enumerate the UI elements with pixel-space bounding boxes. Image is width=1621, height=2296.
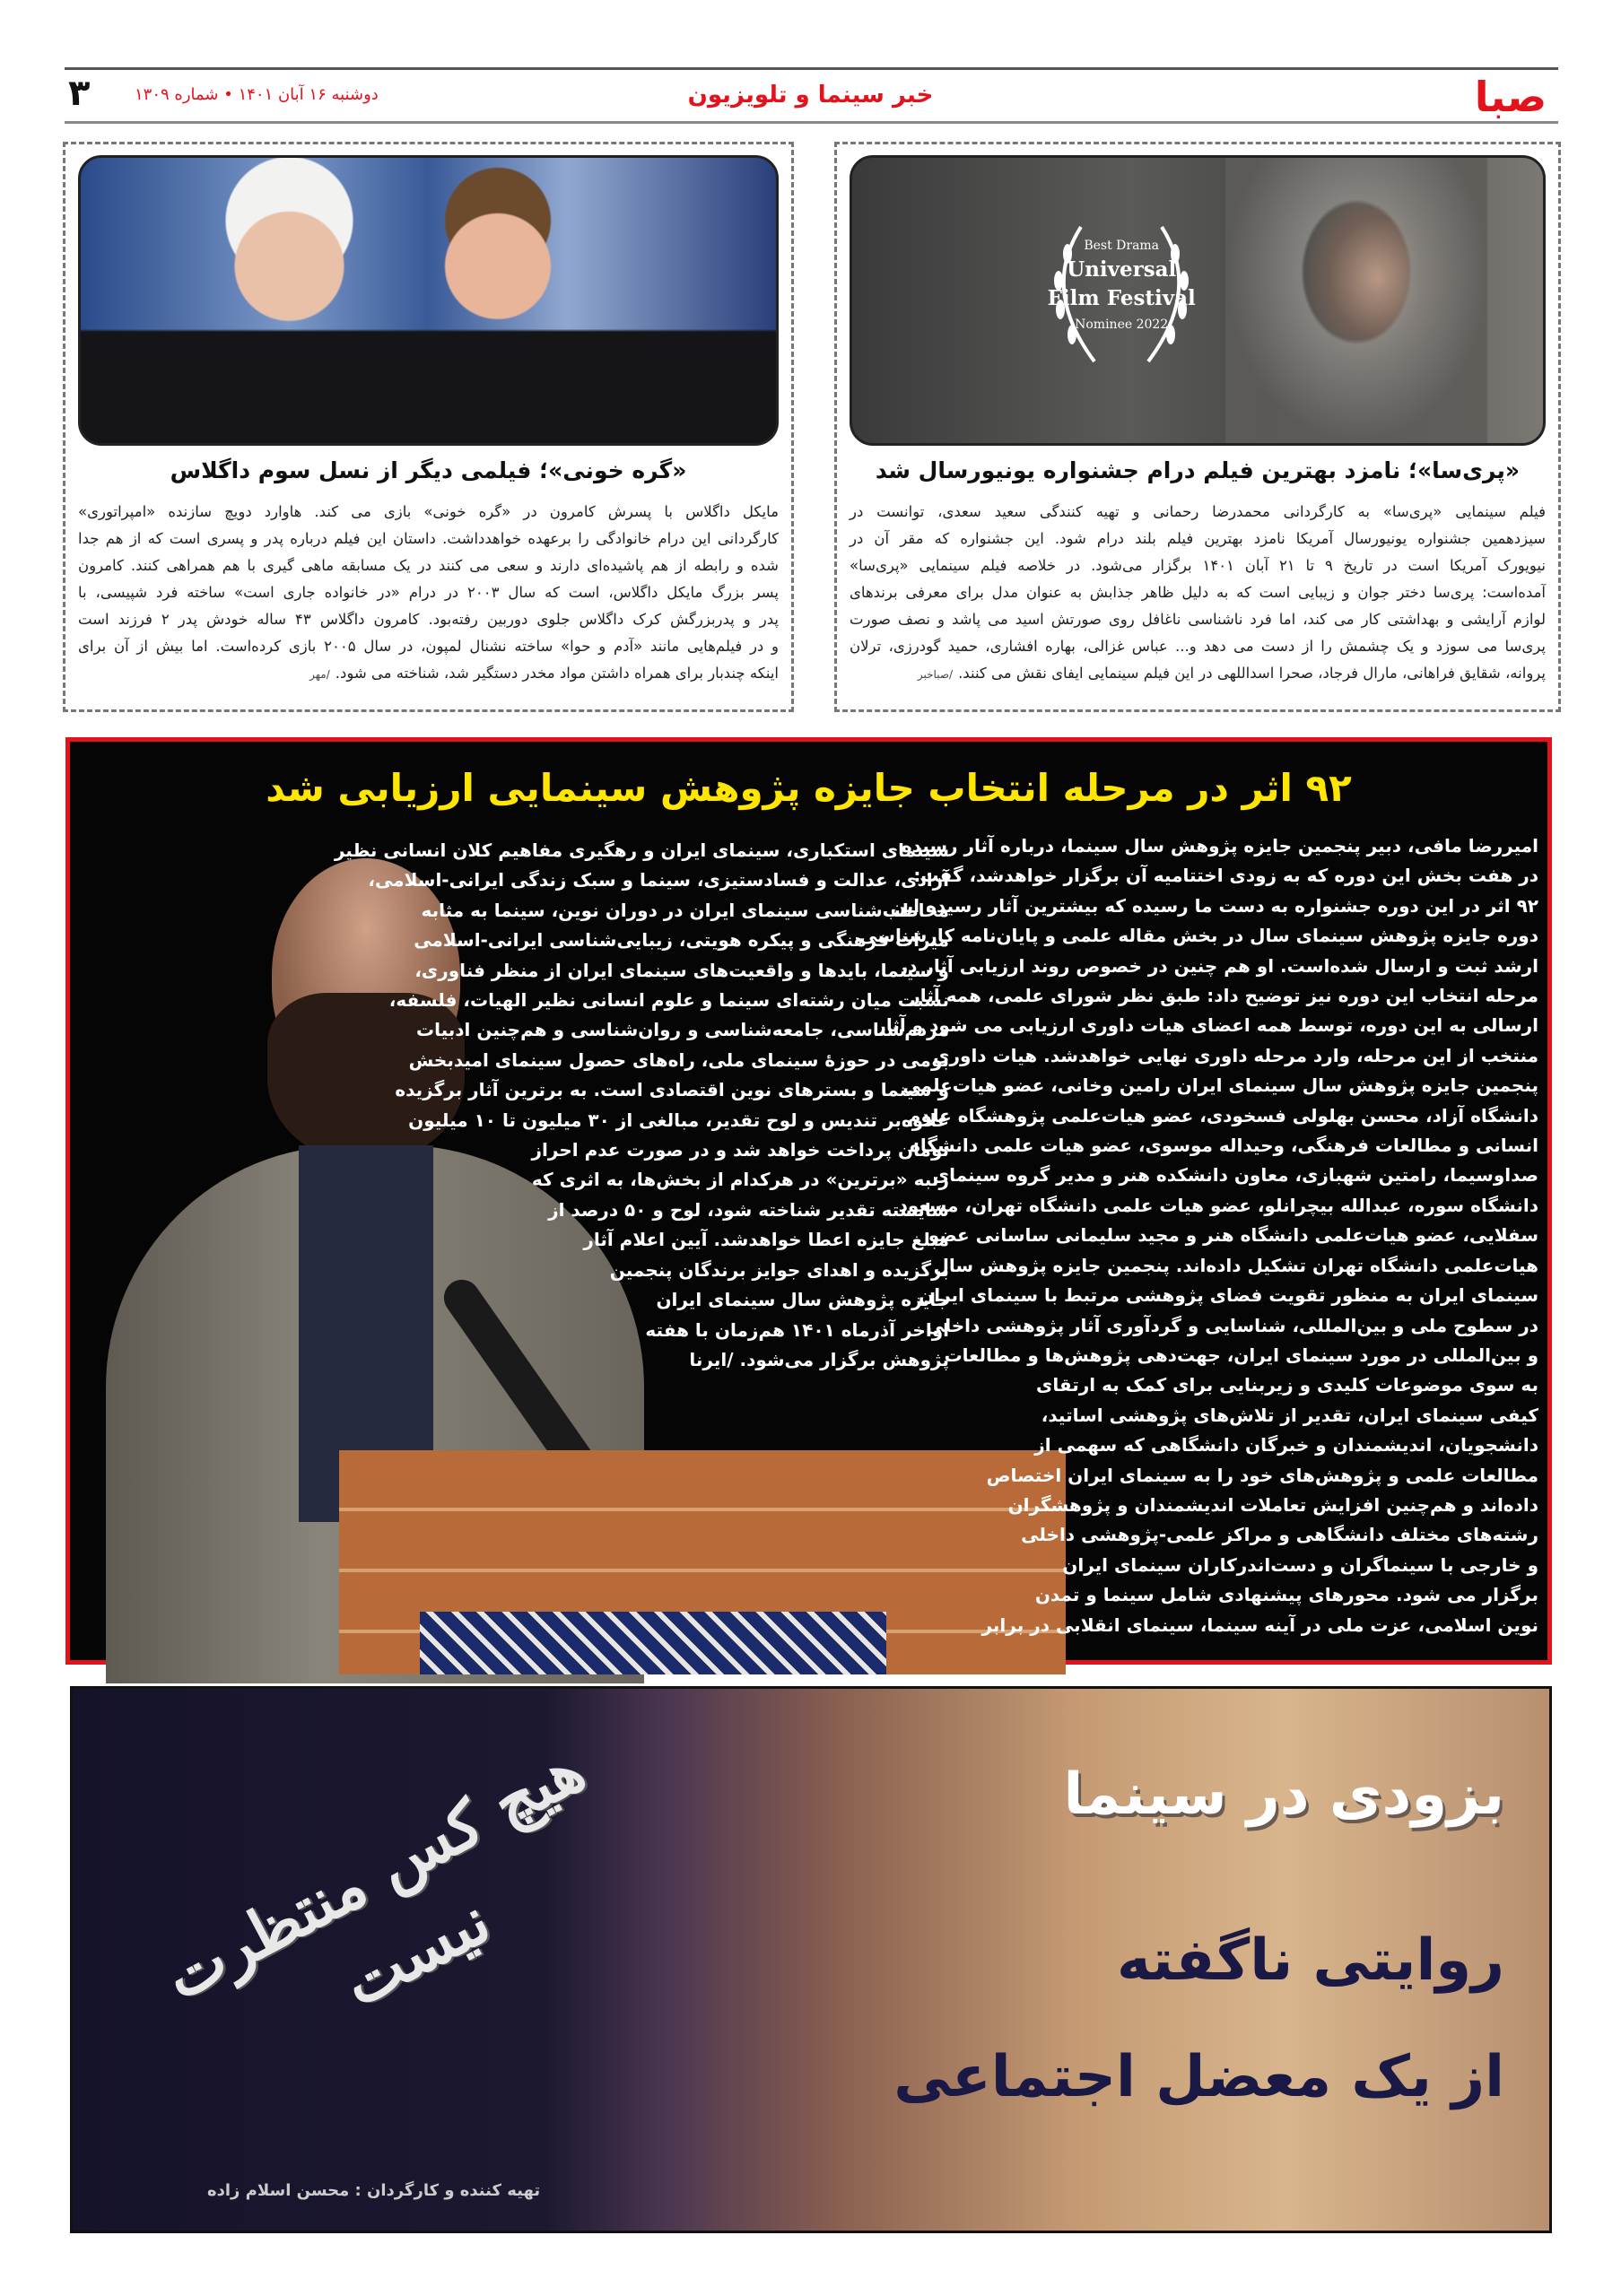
text-line [964,1580,1538,1610]
text-line-content: و بین‌المللی در مورد سینمای ایران، جهت‌دهی پژوهش‌ها و مطالعات [944,1344,1538,1366]
text-line-content: مایکل داگلاس با پسرش کامرون در «گره خونی» بازی می کند. هاوارد دویچ سازنده «امپراتوری» [78,503,779,520]
text-line [901,831,1538,861]
text-line [876,1011,1538,1040]
text-line-content: میراث فرهنگی و پیکره هویتی، زیبایی‌شناسی ایرانی-اسلامی [414,929,949,952]
text-line [78,633,779,660]
article-right-column [859,831,1538,1640]
text-line [388,1345,949,1375]
text-line-content: فیلم سینمایی «پری‌سا» به کارگردانی محمدرضا رحمانی و تهیه کنندگی سعید سعدی، توانست در [850,503,1546,520]
text-line-content: مردم‌شناسی، جامعه‌شناسی و روان‌شناسی و هم‌چنین ادبیات [415,1019,949,1041]
text-line-content: شده و رابطه از هم پاشیده‌ای دارند و سعی می کنند در یک مسابقه ماهی گیری با هم همراهی کنند. کامرون [78,557,779,574]
text-line [964,1611,1538,1640]
page-number: ۳ [68,73,91,114]
text-line-content: سینمای ایران به منظور تقویت فضای پژوهشی مرتبط با سینمای ایران [919,1284,1538,1307]
text-line [388,1015,949,1045]
text-line [388,1165,949,1195]
laurel-nominee: Nominee 2022 [1075,317,1169,333]
text-line [944,1341,1538,1370]
text-line-content: علاوه‌بر تندیس و لوح تقدیر، مبالغی از ۳۰ میلیون تا ۱۰ میلیون [408,1109,949,1131]
text-line [368,865,949,895]
text-line-content: سفلایی، عضو هیات‌علمی دانشگاه هنر و مجید سلیمانی ساسانی عضو [928,1224,1538,1247]
text-line-content: دوره جایزه پژوهش سینمای سال در بخش مقاله علمی و پایان‌نامه کارشناسی [859,925,1538,947]
text-line-content: انسانی و مطالعات فرهنگی، وحیداله موسوی، عضو هیات علمی دانشگاه [910,1135,1538,1157]
feature-article [65,737,1552,1665]
section-title: خبر سینما و تلویزیون [687,82,934,109]
text-line [388,1316,949,1345]
text-line [932,1161,1538,1190]
text-line-content: نیویورک آمریکا است در تاریخ ۹ تا ۲۱ آبان ۱۴۰۱ برگزار می‌شود. در خلاصه فیلم سینمایی «پری‌سا» [850,557,1546,574]
text-line-content: در هفت بخش این دوره که به زودی اختتامیه آن برگزار خواهدشد، گفت: [913,865,1538,887]
text-line-content: اواخر آذرماه ۱۴۰۱ هم‌زمان با هفته [645,1318,949,1341]
text-line-content: منتخب از این مرحله، وارد مرحله داوری نهایی خواهدشد. هیات داوری [933,1044,1538,1066]
laurel-festival-1: Universal [1067,257,1177,283]
text-line-content: دانشجویان، اندیشمندان و خبرگان دانشگاهی که سهمی از [1034,1434,1538,1457]
text-line-content: به سوی موضوعات کلیدی و زیربنایی برای کمک به ارتقای [1036,1374,1538,1396]
text-line [964,1370,1538,1400]
text-line-content: پنجمین جایزه پژوهش سال سینمای ایران رامین وخانی، عضو هیات‌علمی [902,1074,1538,1097]
text-line-content: برگزار می شود. محورهای پیشنهادی شامل سینما و تمدن [1034,1584,1538,1606]
text-line-content: بومی در حوزهٔ سینمای ملی، راه‌های حصول سینمای امیدبخش [408,1048,949,1071]
text-line [890,891,1538,921]
text-line-content: مرحله انتخاب این دوره نیز توضیح داد: طبق نظر شورای علمی، همه آثار [910,985,1538,1007]
story-parisa [834,142,1561,712]
text-line-content: و در فیلم‌هایی مانند «آدم و حوا» ساخته نشنال لمپون، در سال ۲۰۰۵ بازی کرده‌است. اما بیش از آن برای [78,638,780,655]
text-line-content: ارسالی به این دوره، توسط همه اعضای هیات داوری ارزیابی می شود و آثار [876,1014,1538,1037]
date-issue: دوشنبه ۱۶ آبان ۱۴۰۱ • شماره ۱۳۰۹ [135,85,379,104]
text-line [913,861,1538,891]
text-line [388,1135,949,1165]
podium-tile-pattern [420,1612,886,1674]
text-line [933,1041,1538,1071]
film-title-calligraphy: هیچ کس منتظرت نیست [152,1731,597,2022]
text-line [388,1046,949,1075]
text-line [78,526,779,552]
text-line-content: و خارجی با سینماگران و دست‌اندرکاران سینمای ایران [1062,1553,1538,1576]
story-body [78,499,779,688]
text-line [78,499,779,526]
coming-soon-text: بزودی در سینما [1063,1761,1504,1828]
text-line [388,1225,949,1255]
text-line-content: در سطوح ملی و بین‌المللی، شناسایی و گردآوری آثار پژوهشی داخلی [926,1314,1538,1336]
text-line-content: کارگردانی این درام خانوادگی را برعهده خواهدداشت. داستان این فیلم درباره پدر و پسری است که از هم جدا [78,530,779,547]
text-line-content: رشته‌های مختلف دانشگاهی و مراکز علمی-پژوهشی داخلی [1021,1524,1538,1546]
text-line-content: داده‌اند و هم‌چنین افزایش تعاملات اندیشمندان و پژوهشگران [1007,1493,1538,1516]
newspaper-logo: صبا [1474,73,1547,121]
text-line-content: برگزیده و اهدای جوایز برندگان پنجمین [609,1258,949,1281]
text-line [388,1106,949,1135]
text-line [78,579,779,606]
story-headline: «گره خونی»؛ فیلمی دیگر از نسل سوم داگلاس [170,457,687,483]
text-line-content: آزادی، عدالت و فسادستیزی، سینما و سبک زندگی ایرانی-اسلامی، [368,869,949,891]
text-line-content: صداوسیما، رامتین شهبازی، معاون دانشکده هنر و مدیر گروه سینمای [932,1164,1538,1187]
laurel-category: Best Drama [1084,239,1160,254]
text-line [964,1551,1538,1580]
text-line-content: سینمای استکباری، سینمای ایران و رهگیری مفاهیم کلان انسانی نظیر [334,839,949,861]
text-line [964,1461,1538,1491]
laurel-badge [1032,209,1211,379]
text-line [850,606,1546,633]
story-headline: «پری‌سا»؛ نامزد بهترین فیلم درام جشنواره یونیورسال شد [875,457,1521,483]
text-line-content: جایزه پژوهش سال سینمای ایران [656,1289,949,1311]
text-line-content: آمده‌است: پری‌سا دختر جوان و زیبایی است که به دلیل ظاهر جذابش به عنوان مدل برای معرفی برندهای [850,584,1546,601]
header-bottom-rule [65,121,1558,124]
laurel-festival-2: Film Festival [1047,286,1196,311]
text-line [388,986,949,1015]
text-line-content: کیفی سینمای ایران، تقدیر از تلاش‌های پژوهشی اساتید، [1041,1404,1538,1426]
header-top-rule [65,67,1558,70]
text-line [78,552,779,579]
text-line [907,1101,1538,1131]
text-line [933,1251,1538,1281]
text-line [910,981,1538,1011]
tagline-1: روایتی ناگفته [1116,1927,1504,1994]
text-line [334,836,949,865]
text-line [928,1221,1538,1250]
text-line-content: ارشد ثبت و ارسال شده‌است. او هم چنین در خصوص روند ارزیابی آثار در [897,954,1538,977]
text-line [897,952,1538,981]
text-line-content: تومان پرداخت خواهد شد و در صورت عدم احراز [531,1139,949,1161]
text-line [964,1491,1538,1520]
text-line [78,606,779,633]
text-line [388,1256,949,1285]
text-line [388,926,949,955]
story-blood-knot [63,142,794,712]
text-line-content: نوین اسلامی، عزت ملی در آینه سینما، سینمای انقلابی در برابر [981,1613,1538,1636]
article-headline: ۹۲ اثر در مرحله انتخاب جایزه پژوهش سینمایی ارزیابی شد [266,766,1352,810]
text-line-content: پژوهش برگزار می‌شود. /ایرنا [689,1348,949,1370]
text-line-content: رتبه «برترین» در هرکدام از بخش‌ها، به اثری که [531,1169,949,1191]
text-line-content: سیزدهمین جشنواره یونیورسال آمریکا نامزد بهترین فیلم بلند درام شود. این جشنواره که مقر آن در [850,530,1546,547]
news-source: /صباخبر [917,668,954,681]
text-line [902,1071,1538,1100]
text-line-content: پدر و پدربزرگش کرک داگلاس جلوی دوربین رفته‌بود. کامرون داگلاس ۴۳ ساله خودش پدر ۲ فرزند است [78,611,779,628]
text-line-content: پری‌سا می سوزد و یک چشمش را از دست می دهد و... عباس غزالی، بهاره افشاری، حمید گودرزی، ترلان [850,638,1546,655]
headscarf-shape [1225,158,1488,443]
text-line [850,660,1546,688]
text-line-content: شایسته تقدیر شناخته شود، لوح و ۵۰ درصد از [548,1198,949,1221]
text-line [910,1131,1538,1161]
text-line [850,579,1546,606]
film-still-photo [850,155,1546,446]
text-line [850,526,1546,552]
text-line [388,1285,949,1315]
text-line-content: لوازم آرایشی و بهداشتی کار می کند، اما فرد ناشناسی ناغافل روی صورتش اسید می پاشد و نصف صورت [850,611,1546,628]
film-advertisement [70,1686,1552,2233]
text-line-content: ۹۲ اثر در این دوره جشنواره به دست ما رسیده که بیشترین آثار رسیده این [890,894,1538,917]
text-line [388,1196,949,1225]
text-line-content: امیررضا مافی، دبیر پنجمین جایزه پژوهش سال سینما، درباره آثار رسیده [901,835,1538,857]
text-line [964,1401,1538,1431]
text-line-content: دانشگاه آزاد، محسن بهلولی فسخودی، عضو هیات‌علمی پژوهشگاه علوم [907,1104,1538,1126]
text-line-content: و سینما، بایدها و واقعیت‌های سینمای ایران از منظر فناوری، [414,959,949,981]
text-line-content: دانشگاه سوره، عبدالله بیچرانلو، عضو هیات علمی دانشگاه تهران، مسعود [898,1194,1538,1216]
text-line-content: اینکه چندبار برای همراه داشتن مواد مخدر دستگیر شد، شناخته می شود. [335,665,779,682]
text-line [859,921,1538,951]
text-line-content: پروانه، شقایق فراهانی، مارال فرجاد، صحرا اسداللهی در این فیلم سینمایی ایفای نقش می کنند. [958,665,1546,682]
text-line-content: و سینما و بسترهای نوین اقتصادی است. به برترین آثار برگزیده [395,1079,949,1101]
text-line [964,1431,1538,1460]
text-line-content: مبلغ جایزه اعطا خواهدشد. آیین اعلام آثار [583,1229,949,1251]
text-line-content: مخاطب‌شناسی سینمای ایران در دوران نوین، سینما به مثابه [421,899,949,921]
text-line [850,633,1546,660]
text-line [850,499,1546,526]
text-line [964,1520,1538,1550]
text-line [850,552,1546,579]
article-left-column [334,836,949,1375]
text-line [919,1281,1538,1310]
text-line [388,956,949,986]
red-carpet-photo [78,155,779,446]
text-line [388,896,949,926]
text-line [388,1075,949,1105]
text-line-content: مطالعات علمی و پژوهش‌های خود را به سینمای ایران اختصاص [986,1464,1538,1486]
text-line-content: پسر بزرگ مایکل داگلاس، است که سال ۲۰۰۳ در درام «در خانواده جاری است» ساخته فرد شپیسی، با [78,584,779,601]
story-body [850,499,1546,688]
text-line-content: هیات‌علمی دانشگاه تهران تشکیل داده‌اند. پنجمین جایزه پژوهش سال [933,1254,1538,1276]
text-line [898,1191,1538,1221]
text-line [78,660,779,688]
news-source: /مهر [309,668,330,681]
film-credit: تهیه کننده و کارگردان : محسن اسلام زاده [207,2181,541,2200]
text-line [926,1311,1538,1341]
text-line-content: نسبت میان رشته‌ای سینما و علوم انسانی نظیر الهیات، فلسفه، [388,989,949,1012]
tagline-2: از یک معضل اجتماعی [893,2044,1504,2110]
